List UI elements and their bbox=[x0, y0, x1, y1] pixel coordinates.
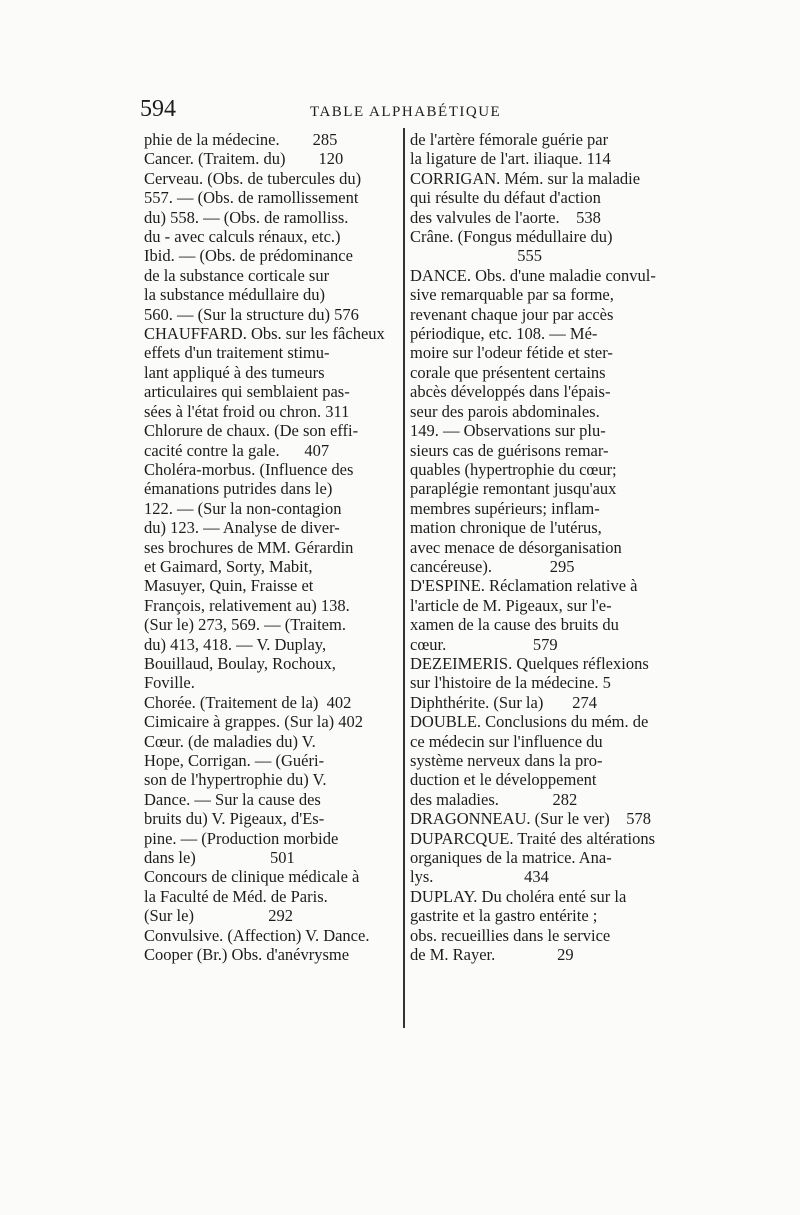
right-column-line: ce médecin sur l'influence du bbox=[410, 731, 603, 751]
right-column-line: DUPLAY. Du choléra enté sur la bbox=[410, 886, 627, 906]
right-column-line: de M. Rayer. 29 bbox=[410, 945, 574, 965]
left-column-line: et Gaimard, Sorty, Mabit, bbox=[144, 556, 313, 576]
left-column-line: Hope, Corrigan. — (Guéri- bbox=[144, 751, 325, 770]
left-column-line: Convulsive. (Affection) V. Dance. bbox=[144, 925, 370, 945]
left-column-line: Choléra-morbus. (Influence des bbox=[144, 459, 354, 479]
left-column-line: Foville. bbox=[144, 673, 195, 693]
right-column-line: sur l'histoire de la médecine. 5 bbox=[410, 673, 611, 693]
right-column-line: Crâne. (Fongus médullaire du) bbox=[410, 227, 613, 247]
left-column-line: de la substance corticale sur bbox=[144, 265, 330, 285]
running-title: TABLE ALPHABÉTIQUE bbox=[310, 104, 502, 120]
left-column-line: (Sur le) 273, 569. — (Traitem. bbox=[144, 615, 346, 635]
left-column-line: dans le) 501 bbox=[144, 848, 295, 868]
left-column-line: CHAUFFARD. Obs. sur les fâcheux bbox=[144, 324, 385, 344]
left-column-line: du) 558. — (Obs. de ramolliss. bbox=[144, 207, 349, 227]
left-column-line: la Faculté de Méd. de Paris. bbox=[144, 886, 328, 906]
left-column-line: Cœur. (de maladies du) V. bbox=[144, 731, 316, 751]
left-column-line: Concours de clinique médicale à bbox=[144, 867, 360, 887]
right-column-line: cancéreuse). 295 bbox=[410, 556, 575, 576]
left-column-line: du - avec calculs rénaux, etc.) bbox=[144, 227, 341, 247]
left-column-line: ses brochures de MM. Gérardin bbox=[144, 537, 354, 557]
right-column-line: obs. recueillies dans le service bbox=[410, 925, 611, 945]
left-column-line: Cimicaire à grappes. (Sur la) 402 bbox=[144, 712, 364, 732]
right-column-line: la ligature de l'art. iliaque. 114 bbox=[410, 149, 611, 169]
left-column-line: 557. — (Obs. de ramollissement bbox=[144, 188, 359, 208]
right-column-line: système nerveux dans la pro- bbox=[410, 751, 603, 770]
right-column-line: quables (hypertrophie du cœur; bbox=[410, 459, 617, 479]
left-column-line: Chorée. (Traitement de la) 402 bbox=[144, 692, 352, 712]
right-column-line: CORRIGAN. Mém. sur la maladie bbox=[410, 168, 641, 188]
right-column-line: mation chronique de l'utérus, bbox=[410, 518, 602, 538]
right-column-line: l'article de M. Pigeaux, sur l'e- bbox=[410, 595, 612, 615]
right-column-line: DANCE. Obs. d'une maladie convul- bbox=[410, 265, 656, 285]
right-column-line: 149. — Observations sur plu- bbox=[410, 421, 606, 441]
left-column-line: Ibid. — (Obs. de prédominance bbox=[144, 246, 353, 266]
left-column-line: articulaires qui semblaient pas- bbox=[144, 382, 350, 402]
right-column-line: Diphthérite. (Sur la) 274 bbox=[410, 692, 597, 712]
left-column-line: phie de la médecine. 285 bbox=[144, 130, 338, 149]
left-column-line: sées à l'état froid ou chron. 311 bbox=[144, 401, 350, 421]
right-column-line: moire sur l'odeur fétide et ster- bbox=[410, 343, 613, 363]
left-column-line: François, relativement au) 138. bbox=[144, 595, 350, 615]
left-column-line: bruits du) V. Pigeaux, d'Es- bbox=[144, 809, 325, 829]
right-column-line: sive remarquable par sa forme, bbox=[410, 285, 614, 305]
right-column-line: de l'artère fémorale guérie par bbox=[410, 130, 609, 149]
right-column-line: 555 bbox=[410, 246, 542, 266]
left-column-line: Masuyer, Quin, Fraisse et bbox=[144, 576, 314, 596]
right-column-line: seur des parois abdominales. bbox=[410, 401, 600, 421]
right-column-line: xamen de la cause des bruits du bbox=[410, 615, 619, 635]
right-column-line: DEZEIMERIS. Quelques réflexions bbox=[410, 653, 649, 673]
left-column-line: Chlorure de chaux. (De son effi- bbox=[144, 421, 359, 441]
left-column-line: pine. — (Production morbide bbox=[144, 828, 339, 848]
right-column-line: abcès développés dans l'épais- bbox=[410, 382, 611, 402]
right-column-line: périodique, etc. 108. — Mé- bbox=[410, 324, 598, 344]
left-column-line: 122. — (Sur la non-contagion bbox=[144, 498, 342, 518]
page-number: 594 bbox=[140, 96, 176, 122]
column-divider bbox=[403, 128, 405, 1028]
left-column-line: 560. — (Sur la structure du) 576 bbox=[144, 304, 359, 324]
right-column-line: DRAGONNEAU. (Sur le ver) 578 bbox=[410, 809, 652, 829]
right-column-line: DOUBLE. Conclusions du mém. de bbox=[410, 712, 649, 732]
right-column-line: organiques de la matrice. Ana- bbox=[410, 848, 612, 868]
page-header bbox=[140, 96, 660, 126]
left-column bbox=[144, 130, 401, 964]
left-column-line: émanations putrides dans le) bbox=[144, 479, 333, 499]
right-column-line: avec menace de désorganisation bbox=[410, 537, 622, 557]
left-column-lines bbox=[144, 130, 401, 964]
right-column-line: qui résulte du défaut d'action bbox=[410, 188, 601, 208]
right-column bbox=[410, 130, 656, 964]
left-column-line: effets d'un traitement stimu- bbox=[144, 343, 330, 363]
left-column-line: son de l'hypertrophie du) V. bbox=[144, 770, 327, 790]
left-column-line: la substance médullaire du) bbox=[144, 285, 325, 305]
left-column-line: du) 123. — Analyse de diver- bbox=[144, 518, 340, 538]
right-column-line: paraplégie remontant jusqu'aux bbox=[410, 479, 617, 499]
left-column-line: Dance. — Sur la cause des bbox=[144, 789, 321, 809]
left-column-line: Cooper (Br.) Obs. d'anévrysme bbox=[144, 945, 350, 965]
right-column-line: des maladies. 282 bbox=[410, 789, 578, 809]
right-column-line: revenant chaque jour par accès bbox=[410, 304, 614, 324]
right-column-line: duction et le développement bbox=[410, 770, 597, 790]
right-column-line: membres supérieurs; inflam- bbox=[410, 498, 600, 518]
left-column-line: du) 413, 418. — V. Duplay, bbox=[144, 634, 327, 654]
left-column-line: Cerveau. (Obs. de tubercules du) bbox=[144, 168, 362, 188]
left-column-line: (Sur le) 292 bbox=[144, 906, 293, 926]
left-column-line: lant appliqué à des tumeurs bbox=[144, 362, 325, 382]
right-column-line: corale que présentent certains bbox=[410, 362, 606, 382]
left-column-line: Bouillaud, Boulay, Rochoux, bbox=[144, 653, 336, 673]
right-column-line: DUPARCQUE. Traité des altérations bbox=[410, 828, 656, 848]
right-column-lines bbox=[410, 130, 656, 964]
right-column-line: D'ESPINE. Réclamation relative à bbox=[410, 576, 638, 596]
left-column-line: cacité contre la gale. 407 bbox=[144, 440, 330, 460]
right-column-line: sieurs cas de guérisons remar- bbox=[410, 440, 609, 460]
left-column-line: Cancer. (Traitem. du) 120 bbox=[144, 149, 344, 169]
right-column-line: gastrite et la gastro entérite ; bbox=[410, 906, 598, 926]
right-column-line: des valvules de l'aorte. 538 bbox=[410, 207, 601, 227]
right-column-line: lys. 434 bbox=[410, 867, 549, 887]
right-column-line: cœur. 579 bbox=[410, 634, 558, 654]
